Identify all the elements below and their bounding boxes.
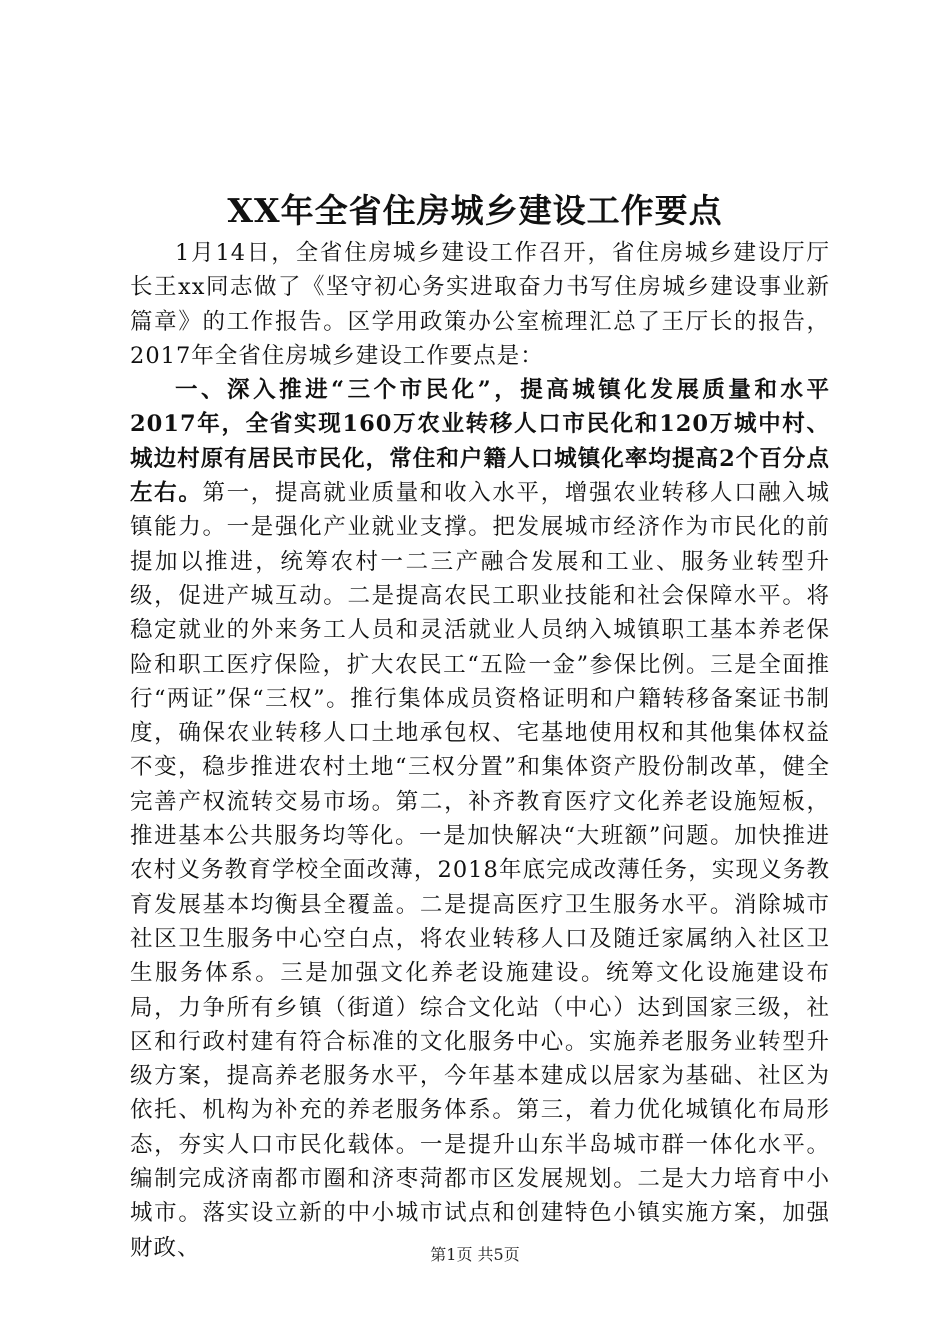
section-1-body: 第一，提高就业质量和收入水平，增强农业转移人口融入城镇能力。一是强化产业就业支撑。把发展城市经济作为市民化的前提加以推进，统筹农村一二三产融合发展和工业、服务业转型升级，促进产城互动。二是提高农民工职业技能和社会保障水平。将稳定就业的外来务工人员和灵活就业人员纳入城镇职工基本养老保险和职工医疗保险，扩大农民工“五险一金”参保比例。三是全面推行“两证”保“三权”。推行集体成员资格证明和户籍转移备案证书制度，确保农业转移人口土地承包权、宅基地使用权和其他集体权益不变，稳步推进农村土地“三权分置”和集体资产股份制改革，健全完善产权流转交易市场。第二，补齐教育医疗文化养老设施短板，推进基本公共服务均等化。一是加快解决“大班额”问题。加快推进农村义务教育学校全面改薄，2018年底完成改薄任务，实现义务教育发展基本均衡县全覆盖。二是提高医疗卫生服务水平。消除城市社区卫生服务中心空白点，将农业转移人口及随迁家属纳入社区卫生服务体系。三是加强文化养老设施建设。统筹文化设施建设布局，力争所有乡镇（街道）综合文化站（中心）达到国家三级，社区和行政村建有符合标准的文化服务中心。实施养老服务业转型升级方案，提高养老服务水平，今年基本建成以居家为基础、社区为依托、机构为补充的养老服务体系。第三，着力优化城镇化布局形态，夯实人口市民化载体。一是提升山东半岛城市群一体化水平。编制完成济南都市圈和济枣菏都市区发展规划。二是大力培育中小城市。落实设立新的中小城市试点和创建特色小镇实施方案，加强财政、 (130, 480, 830, 1261)
page-footer: 第1页 共5页 (430, 1245, 520, 1264)
section-1-heading: 一、深入推进“三个市民化”，提高城镇化发展质量和水平2017年，全省实现160万农业转移人口市民化和120万城中村、城边村原有居民市民化，常住和户籍人口城镇化率均提高2个百分点左右。 (130, 377, 830, 507)
section-1-paragraph (130, 373, 830, 1265)
intro-paragraph: 1月14日，全省住房城乡建设工作召开，省住房城乡建设厅厅长王xx同志做了《坚守初心务实进取奋力书写住房城乡建设事业新篇章》的工作报告。区学用政策办公室梳理汇总了王厅长的报告，2017年全省住房城乡建设工作要点是： (130, 240, 830, 369)
page-title: XX年全省住房城乡建设工作要点 (227, 191, 723, 230)
document-body (130, 236, 830, 1265)
